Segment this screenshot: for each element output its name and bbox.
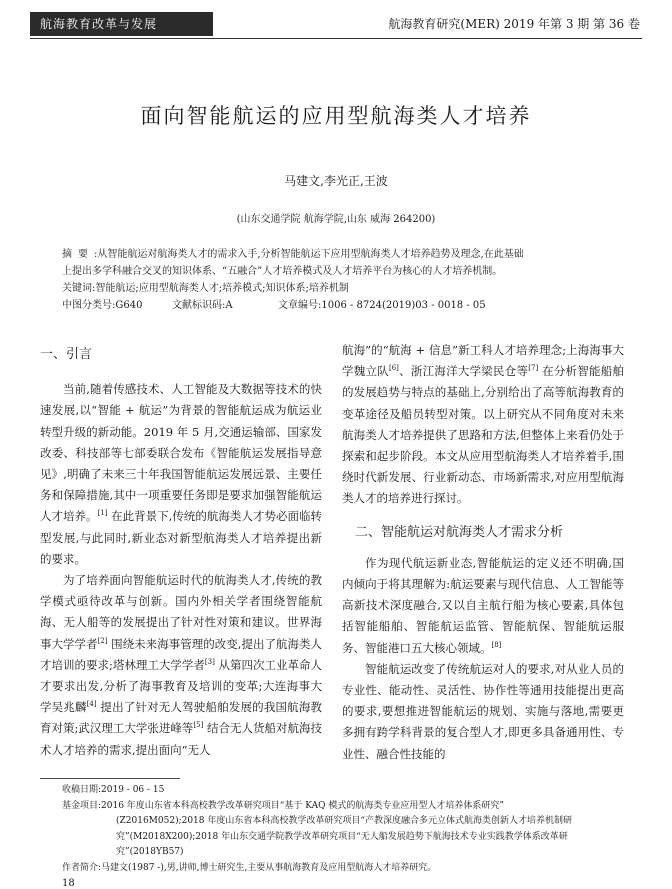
citation-7: [7] (528, 364, 539, 373)
section2-paragraph-2: 智能航运改变了传统航运对人的要求,对从业人员的专业性、能动性、灵活性、协作性等通用技能提出更高的要求,要想推进智能航运的规划、实施与落地,需要更多拥有跨学科背景的复合型人才,即更多具备通用性、专业性、融合性技能的 (342, 661, 624, 761)
citation-3: [3] (204, 658, 215, 667)
intro-paragraph-1: 当前,随着传感技术、人工智能及大数据等技术的快速发展,以“智能 + 航运”为背景的智能航运成为航运业转型升级的新动能。2019 年 5 月,交通运输部、国家发改委、科技部等七部委联合发布《智能航运发展指导意见》,明确了未来三十年我国智能航运发展远景、主要任务和保障措施,其中一项重要任务即是要求加强智能航运人才培养。[1] 在此背景下,传统的航海类人才势必面临转型发展,与此同时,新业态对新型航海类人才培养提出新的要求。 (40, 382, 323, 566)
page-number: 18 (62, 878, 75, 889)
fund-line-1: 基金项目:2016 年度山东省本科高校教学改革研究项目“基于 KAQ 模式的航海类专业应用型人才培养体系研究” (62, 800, 504, 811)
left-column (40, 340, 322, 761)
clc-number: 中图分类号:G640 (62, 300, 143, 311)
intro-paragraph-2: 为了培养面向智能航运时代的航海类人才,传统的教学模式亟待改革与创新。国内外相关学者围绕智能航海、无人船等的发展提出了针对性对策和建议。世界海事大学学者[2] 围绕未来海事管理的改变,提出了航海类人才培训的要求;塔林理工大学学者[3] 从第四次工业革命人才要求出发,分析了海事教育及培训的变革;大连海事大学吴兆麟[4] 提出了针对无人驾驶船舶发展的我国航海教育对策;武汉理工大学张进峰等[5] 结合无人货船对航海技术人才培养的需求,提出面向“无人 (40, 573, 323, 757)
citation-2: [2] (97, 636, 108, 645)
authors: 马建文,李光正,王波 (284, 174, 388, 188)
paper-title: 面向智能航运的应用型航海类人才培养 (140, 104, 532, 128)
fund-line-3: 究”(M2018X200);2018 年山东交通学院教学改革研究项目“无人船发展趋势下航海技术专业实践教学体系改革研 (116, 831, 568, 842)
abstract-line-1 (62, 246, 614, 263)
received-date: 收稿日期:2019 - 06 - 15 (62, 785, 165, 795)
citation-4: [4] (86, 700, 97, 709)
right-column (342, 340, 624, 765)
classification-line (62, 297, 614, 314)
abstract-line-2: 上提出多学科融合交叉的知识体系、“五融合”人才培养模式及人才培养平台为核心的人才培养机制。 (62, 266, 503, 277)
section2-paragraph-1: 作为现代航运新业态,智能航运的定义还不明确,国内倾向于将其理解为:航运要素与现代信息、人工智能等高新技术深度融合,又以自主航行船为核心要素,具体包括智能船舶、智能航运监管、智能航保、智能航运服务、智能港口五大核心领域。[8] (342, 555, 624, 655)
footnote-divider (40, 778, 180, 779)
abstract-label: 摘要 (62, 249, 94, 260)
footnotes (62, 783, 622, 876)
continued-paragraph: 航海”的“航海 + 信息”新工科人才培养理念;上海海事大学魏立队[6]、浙江海洋大学梁民仓等[7] 在分析智能船舶的发展趋势与特点的基础上,分别给出了高等航海教育的变革途径及船员转型对策。以上研究从不同角度对未来航海类人才培养提供了思路和方法,但整体上来看仍处于探索和起步阶段。本文从应用型航海类人才培养着手,围绕时代新发展、行业新动态、市场新需求,对应用型航海类人才的培养进行探讨。 (342, 343, 625, 506)
section-heading-2: 二、智能航运对航海类人才需求分析 (355, 524, 564, 540)
journal-header: 航海教育研究(MER) 2019 年第 3 期 第 36 卷 (388, 17, 640, 31)
keywords: 关键词:智能航运;应用型航海类人才;培养模式;知识体系;培养机制 (62, 283, 349, 294)
citation-6: [6] (388, 364, 399, 373)
document-code: 文献标识码:A (172, 300, 233, 311)
section-heading-intro: 一、引言 (40, 347, 93, 362)
abstract-block (62, 246, 614, 314)
fund-line-4: 究”(2018YB57) (116, 847, 184, 857)
fund-line-2: (Z2016M052);2018 年度山东省本科高校教学改革研究项目“产教深度融合多元立体式航海类创新人才培养机制研 (116, 816, 572, 826)
header-divider (30, 38, 642, 39)
affiliation: (山东交通学院 航海学院,山东 威海 264200) (236, 214, 436, 225)
author-bio: 作者简介:马建文(1987 -),男,讲师,博士研究生,主要从事航海教育及应用型航海人才培养研究。 (62, 862, 437, 873)
abstract-text-1: :从智能航运对航海类人才的需求入手,分析智能航运下应用型航海类人才培养趋势及理念,在此基础 (94, 249, 524, 260)
article-number: 文章编号:1006 - 8724(2019)03 - 0018 - 05 (278, 300, 486, 311)
section-banner: 航海教育改革与发展 (30, 12, 213, 36)
citation-1: [1] (97, 509, 108, 518)
citation-8: [8] (491, 640, 502, 649)
citation-5: [5] (193, 721, 204, 730)
